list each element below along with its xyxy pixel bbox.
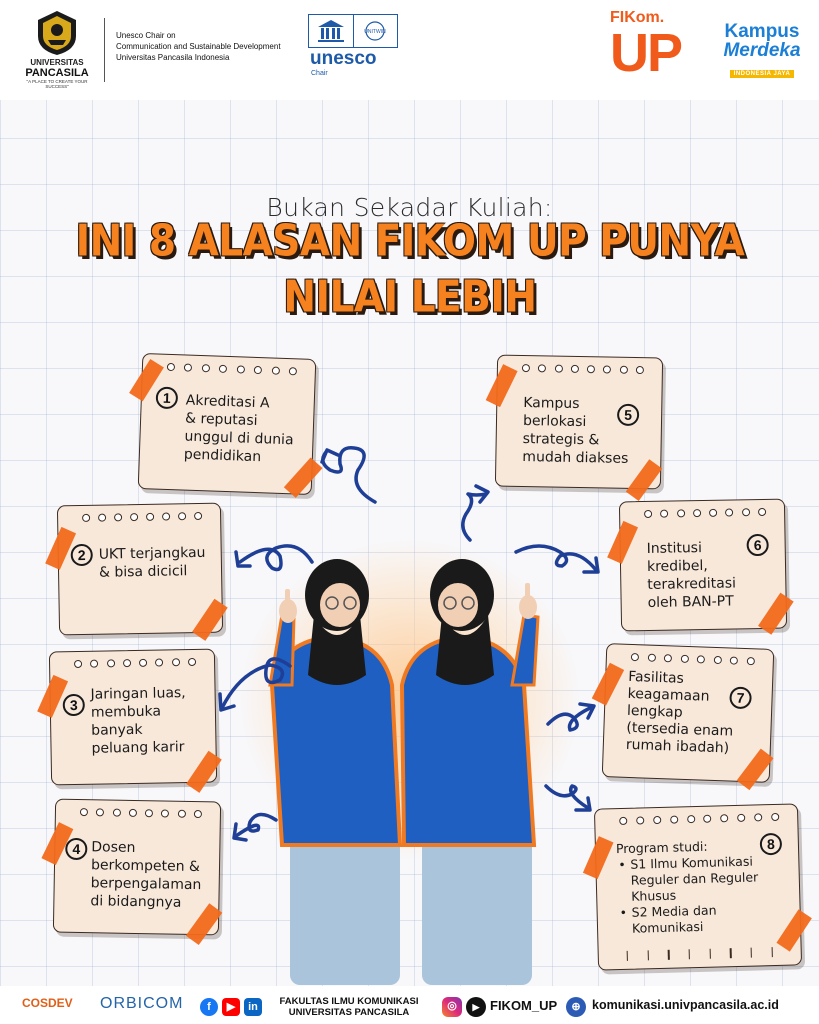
loop-arrow-icon [236, 546, 312, 570]
program-list [616, 853, 768, 937]
reason-line: keagamaan [627, 685, 710, 705]
reason-card-5 [495, 355, 663, 490]
reason-card-1 [138, 353, 317, 495]
card-holes [80, 808, 202, 818]
reason-line: pendidikan [183, 446, 262, 466]
reason-number-badge: 7 [729, 686, 752, 709]
reason-line: di bidangnya [90, 893, 182, 911]
faculty-name [268, 996, 430, 1018]
university-name-line2: PANCASILA [25, 67, 89, 79]
unesco-wordmark: unesco [310, 48, 377, 69]
reason-line: UKT terjangkau [98, 544, 206, 563]
reason-line: & bisa dicicil [98, 563, 188, 581]
reason-number-badge: 5 [617, 404, 639, 426]
reason-text [647, 538, 737, 612]
reason-line: berlokasi [522, 413, 587, 431]
reason-line: lengkap [626, 702, 683, 721]
reason-line: Institusi [646, 540, 703, 557]
reason-text [184, 392, 296, 468]
reason-line: Dosen [91, 839, 136, 856]
unesco-chair-label: Chair [311, 70, 328, 77]
reason-card-7 [602, 643, 775, 783]
card-holes [522, 364, 644, 374]
program-heading: Program studi: [615, 838, 708, 857]
fikom-big-text: UP [610, 23, 682, 83]
card-holes [82, 512, 202, 522]
reason-line: membuka [90, 703, 162, 721]
card-holes [167, 363, 297, 376]
faculty-line-1: FAKULTAS ILMU KOMUNIKASI [279, 996, 419, 1007]
title-line-1: INI 8 ALASAN FIKOM UP PUNYA [75, 216, 745, 267]
indonesia-jaya-badge: INDONESIA JAYA [730, 70, 795, 78]
reason-text [90, 684, 186, 758]
orbicom-logo[interactable]: ORBICOM [100, 995, 184, 1012]
reason-number-badge: 4 [65, 838, 87, 860]
faculty-line-2: UNIVERSITAS PANCASILA [288, 1007, 410, 1018]
squiggle-arrow-icon [322, 448, 375, 502]
cosdev-logo[interactable]: COSDEV [22, 996, 73, 1010]
reason-card-8 [594, 803, 802, 970]
university-name-line1: UNIVERSITAS [30, 58, 84, 67]
reason-line: berpengalaman [90, 875, 202, 894]
reason-line: peluang karir [91, 739, 185, 757]
reason-line: oleh BAN-PT [647, 593, 734, 611]
reason-line: banyak [91, 721, 143, 739]
reason-line: berkompeten & [90, 857, 201, 876]
chair-line-3: Universitas Pancasila Indonesia [116, 53, 230, 62]
kampus-text: Kampus [724, 21, 800, 42]
play-icon[interactable]: ▶ [466, 997, 486, 1017]
reason-number-badge: 6 [746, 534, 768, 556]
reason-line: mudah diakses [522, 449, 629, 467]
squiggle-arrow-icon [234, 814, 276, 840]
reason-line: (tersedia enam [626, 719, 734, 740]
chair-line-2: Communication and Sustainable Development [116, 42, 281, 51]
merdeka-text: Merdeka [723, 40, 801, 61]
program-item: • S2 Media dan Komunikasi [617, 901, 768, 937]
squiggle-arrow-icon [546, 786, 590, 810]
loop-arrow-icon [220, 659, 290, 710]
reason-text [626, 669, 736, 758]
reason-card-3 [49, 649, 217, 786]
instagram-icon[interactable]: ◎ [442, 997, 462, 1017]
curve-arrow-icon [516, 546, 598, 572]
squiggle-arrow-icon [463, 486, 488, 540]
reason-number-badge: 3 [63, 694, 85, 716]
card-holes [619, 813, 779, 825]
reason-line: Kampus [523, 395, 580, 413]
globe-icon[interactable]: ⊕ [566, 997, 586, 1017]
reason-number-badge: 1 [155, 387, 178, 410]
squiggle-arrow-icon [548, 704, 594, 730]
fikom-small-text: FIKom. [610, 9, 665, 26]
reason-card-4 [53, 799, 221, 936]
reason-line: unggul di dunia [184, 428, 294, 449]
reason-number-badge: 8 [760, 833, 783, 856]
reason-line: rumah ibadah) [625, 736, 730, 757]
reason-card-2 [57, 503, 223, 636]
program-item: • S1 Ilmu Komunikasi Reguler dan Reguler Khusus [616, 853, 767, 905]
reason-text [616, 837, 768, 937]
linkedin-icon[interactable]: in [244, 998, 262, 1016]
card-holes [644, 508, 766, 518]
reason-line: Jaringan luas, [90, 685, 186, 703]
reason-line: Fasilitas [627, 668, 685, 687]
unitwin-label: UNITWIN [364, 29, 386, 35]
reason-line: terakreditasi [647, 575, 737, 593]
reason-line: Akreditasi A [185, 392, 270, 412]
reason-text [99, 544, 206, 582]
university-motto: "A PLACE TO CREATE YOUR SUCCESS" [26, 79, 88, 89]
card-holes [631, 653, 755, 665]
reason-line: strategis & [522, 431, 600, 449]
youtube-icon[interactable]: ▶ [222, 998, 240, 1016]
card-ticks [627, 947, 773, 961]
title-line-2: NILAI LEBIH [283, 272, 537, 323]
reason-text [522, 394, 629, 468]
reason-line: & reputasi [184, 410, 258, 430]
reason-line: kredibel, [646, 557, 708, 575]
facebook-icon[interactable]: f [200, 998, 218, 1016]
subtitle: Bukan Sekadar Kuliah: [266, 193, 553, 222]
social-handle[interactable]: FIKOM_UP [490, 998, 558, 1013]
reason-number-badge: 2 [71, 544, 93, 566]
chair-line-1: Unesco Chair on [116, 31, 176, 40]
website-link[interactable]: komunikasi.univpancasila.ac.id [592, 998, 779, 1012]
reason-card-6 [619, 499, 787, 632]
card-holes [74, 658, 196, 668]
reason-text [90, 838, 202, 912]
